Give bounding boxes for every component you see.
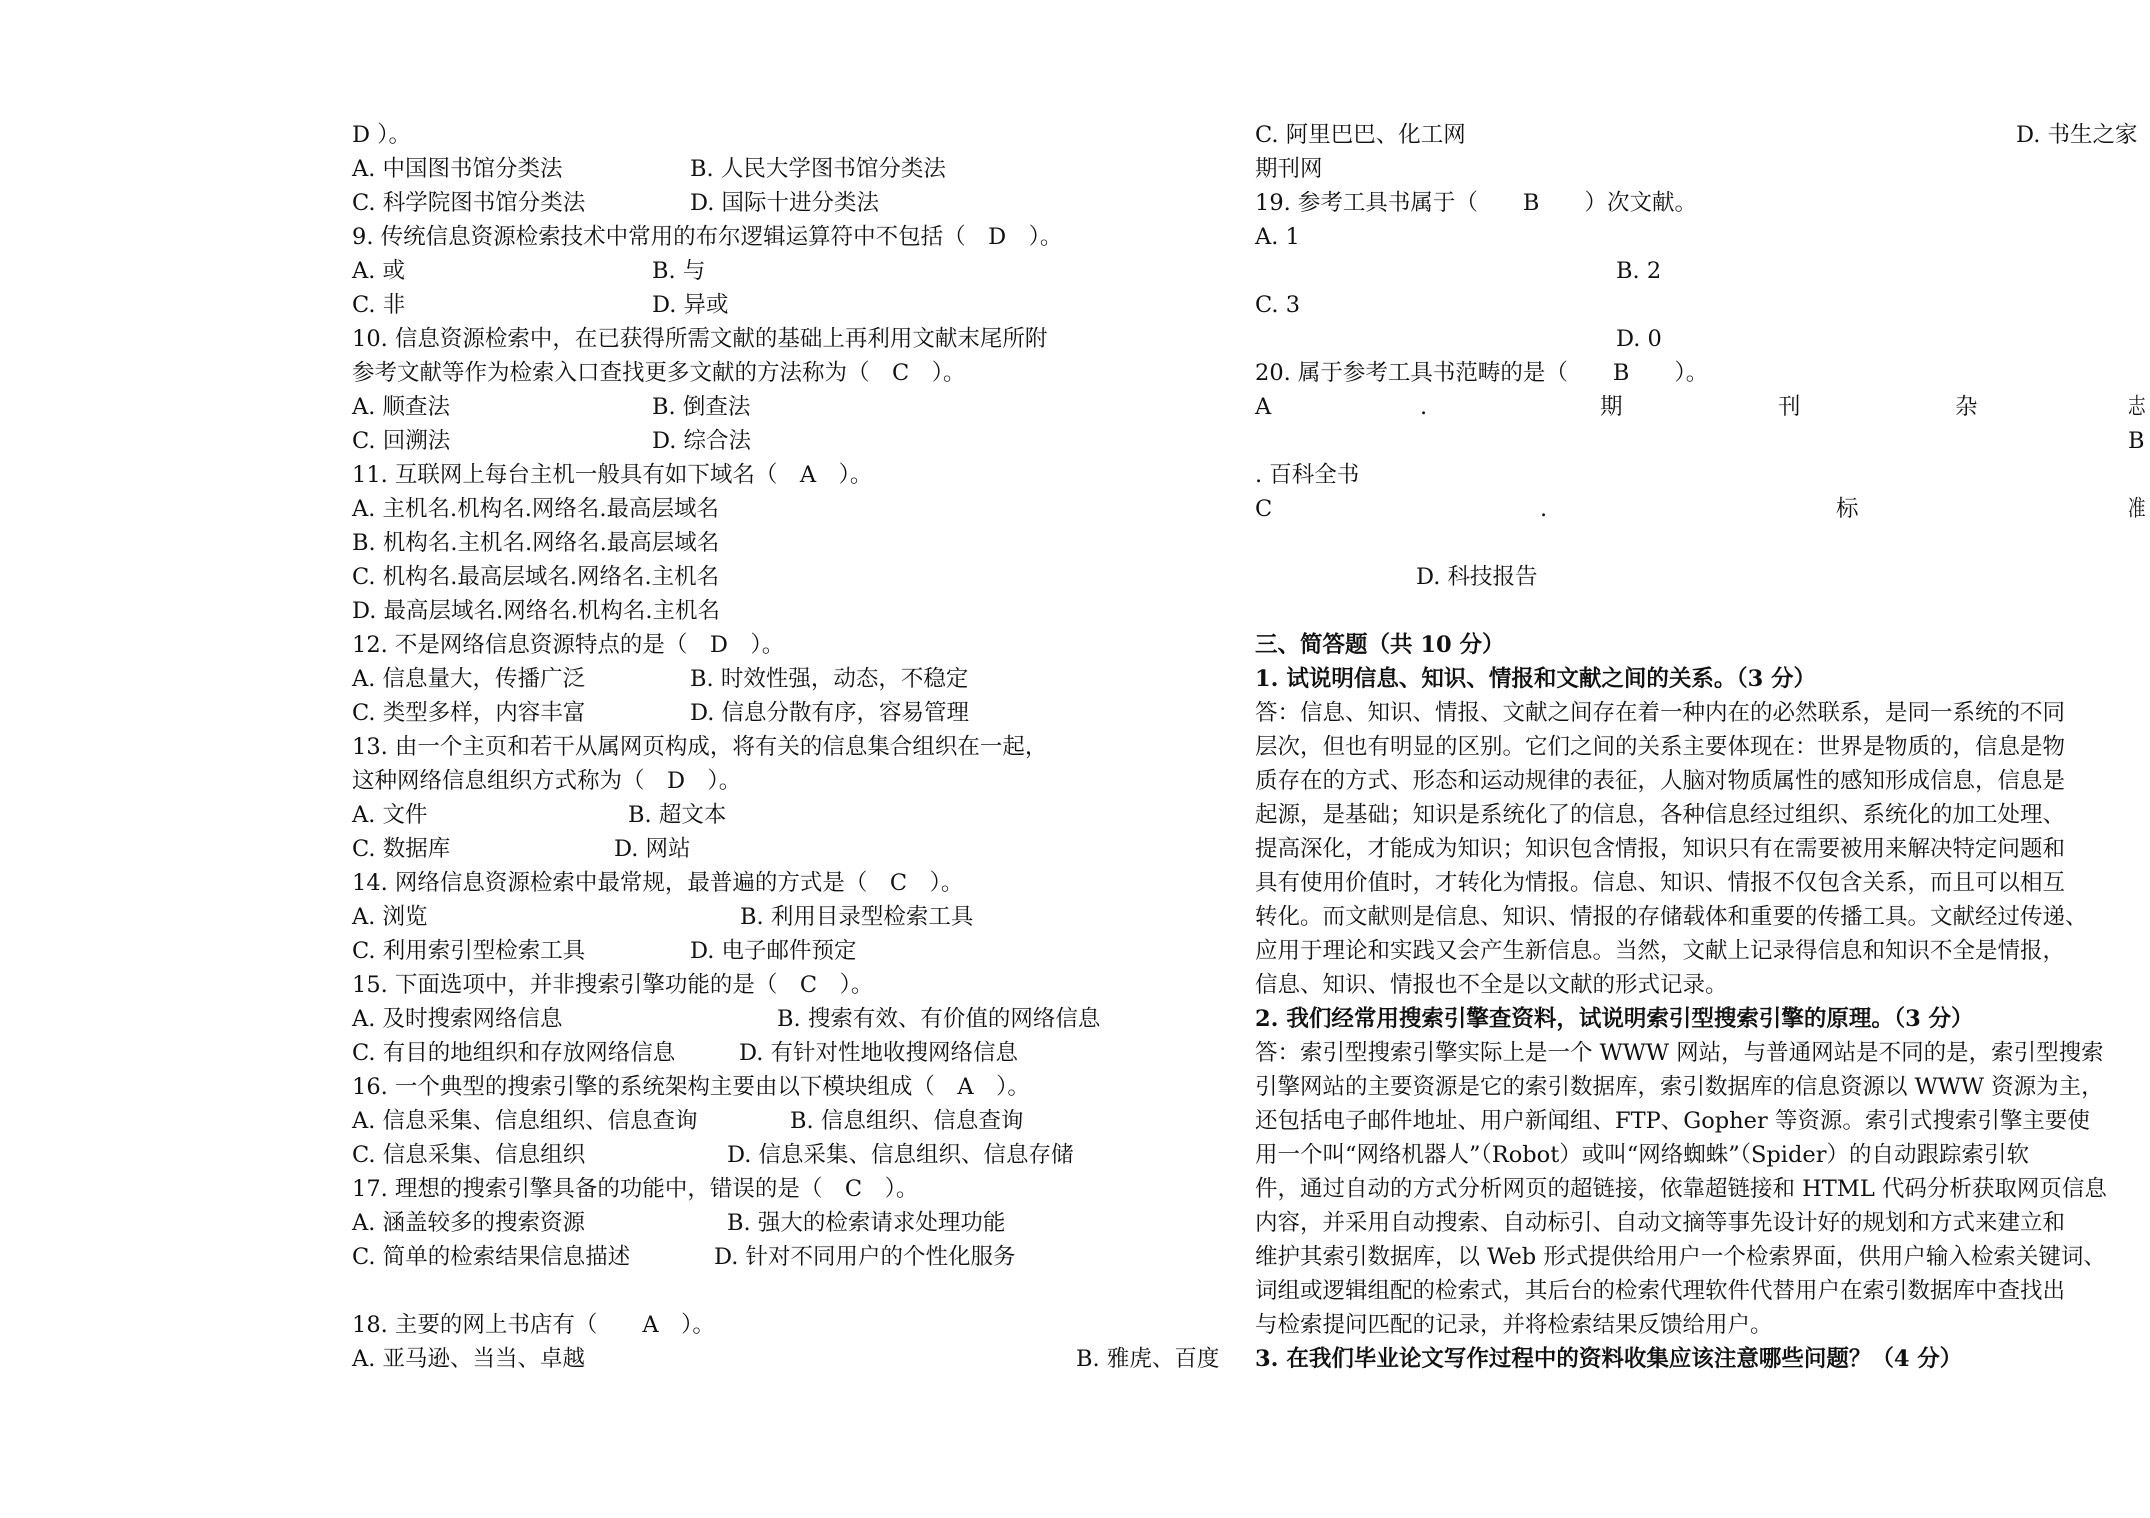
q17-option-a: A. 涵盖较多的搜索资源 (352, 1210, 586, 1236)
q9-option-c: C. 非 (352, 292, 406, 318)
q14-option-d: D. 电子邮件预定 (690, 938, 857, 964)
q19-option-d: D. 0 (1616, 326, 1662, 352)
q18-option-a: A. 亚马逊、当当、卓越 (352, 1346, 586, 1372)
q10-stem-line1: 10. 信息资源检索中，在已获得所需文献的基础上再利用文献末尾所附 (352, 326, 1048, 352)
q12-stem: 12. 不是网络信息资源特点的是（ D ）。 (352, 632, 785, 658)
short-answer-1-line: 信息、知识、情报也不全是以文献的形式记录。 (1255, 972, 1728, 998)
q12-option-b: B. 时效性强，动态，不稳定 (690, 666, 969, 692)
q10-option-a: A. 顺查法 (352, 394, 451, 420)
q11-option-c: C. 机构名.最高层域名.网络名.主机名 (352, 564, 720, 590)
short-answer-2-line: 用一个叫“网络机器人”（Robot）或叫“网络蜘蛛”（Spider）的自动跟踪索引软 (1255, 1142, 2029, 1168)
short-answer-2-line: 与检索提问匹配的记录，并将检索结果反馈给用户。 (1255, 1312, 1773, 1338)
q15-option-d: D. 有针对性地收搜网络信息 (739, 1040, 1019, 1066)
q10-option-d: D. 综合法 (652, 428, 752, 454)
q16-option-b: B. 信息组织、信息查询 (790, 1108, 1024, 1134)
q16-stem: 16. 一个典型的搜索引擎的系统架构主要由以下模块组成（ A ）。 (352, 1074, 1030, 1100)
q14-option-c: C. 利用索引型检索工具 (352, 938, 586, 964)
q17-stem: 17. 理想的搜索引擎具备的功能中，错误的是（ C ）。 (352, 1176, 919, 1202)
q11-option-d: D. 最高层域名.网络名.机构名.主机名 (352, 598, 720, 624)
q8-option-b: B. 人民大学图书馆分类法 (690, 156, 946, 182)
q18-option-c: C. 阿里巴巴、化工网 (1255, 122, 1466, 148)
q18-option-d: D. 书生之家 (2016, 122, 2138, 148)
q18-stem: 18. 主要的网上书店有（ A ）。 (352, 1312, 715, 1338)
short-answer-2-line: 还包括电子邮件地址、用户新闻组、FTP、Gopher 等资源。索引式搜索引擎主要使 (1255, 1108, 2090, 1134)
q10-option-b: B. 倒查法 (652, 394, 751, 420)
q19-stem: 19. 参考工具书属于（ B ）次文献。 (1255, 190, 1697, 216)
short-answer-2-line: 内容，并采用自动搜索、自动标引、自动文摘等事先设计好的规划和方式来建立和 (1255, 1210, 2066, 1236)
q15-option-a: A. 及时搜索网络信息 (352, 1006, 563, 1032)
q20-option-c-char: 标 (1836, 496, 1859, 522)
q8-option-c: C. 科学院图书馆分类法 (352, 190, 586, 216)
short-answer-3-question: 3. 在我们毕业论文写作过程中的资料收集应该注意哪些问题？（4 分） (1255, 1346, 1963, 1372)
q14-stem: 14. 网络信息资源检索中最常规，最普遍的方式是（ C ）。 (352, 870, 964, 896)
short-answer-1-line: 质存在的方式、形态和运动规律的表征，人脑对物质属性的感知形成信息，信息是 (1255, 768, 2066, 794)
short-answer-2-question: 2. 我们经常用搜索引擎查资料，试说明索引型搜索引擎的原理。（3 分） (1255, 1006, 1974, 1032)
q14-option-b: B. 利用目录型检索工具 (740, 904, 974, 930)
q12-option-a: A. 信息量大，传播广泛 (352, 666, 586, 692)
q19-option-a: A. 1 (1255, 224, 1300, 250)
q20-option-a-char: 志 (2128, 394, 2146, 420)
q11-stem: 11. 互联网上每台主机一般具有如下域名（ A ）。 (352, 462, 873, 488)
short-answer-1-line: 答：信息、知识、情报、文献之间存在着一种内在的必然联系，是同一系统的不同 (1255, 700, 2066, 726)
short-answer-1-question: 1. 试说明信息、知识、情报和文献之间的关系。（3 分） (1255, 666, 1817, 692)
q9-option-a: A. 或 (352, 258, 406, 284)
q9-option-b: B. 与 (652, 258, 706, 284)
q18-option-b: B. 雅虎、百度 (1076, 1346, 1220, 1372)
q13-option-c: C. 数据库 (352, 836, 451, 862)
q15-option-c: C. 有目的地组织和存放网络信息 (352, 1040, 676, 1066)
section-3-heading: 三、简答题（共 10 分） (1255, 632, 1505, 658)
q17-option-d: D. 针对不同用户的个性化服务 (714, 1244, 1016, 1270)
short-answer-1-line: 起源，是基础；知识是系统化了的信息，各种信息经过组织、系统化的加工处理、 (1255, 802, 2066, 828)
q13-stem-line2: 这种网络信息组织方式称为（ D ）。 (352, 768, 742, 794)
q10-stem-line2: 参考文献等作为检索入口查找更多文献的方法称为（ C ）。 (352, 360, 966, 386)
q12-option-c: C. 类型多样，内容丰富 (352, 700, 586, 726)
short-answer-1-line: 应用于理论和实践又会产生新信息。当然，文献上记录得信息和知识不全是情报， (1255, 938, 2066, 964)
q20-option-c-char: . (1540, 496, 1548, 522)
q13-stem-line1: 13. 由一个主页和若干从属网页构成，将有关的信息集合组织在一起， (352, 734, 1048, 760)
short-answer-1-line: 转化。而文献则是信息、知识、情报的存储载体和重要的传播工具。文献经过传递、 (1255, 904, 2088, 930)
q17-option-c: C. 简单的检索结果信息描述 (352, 1244, 631, 1270)
q18-option-d-cont: 期刊网 (1255, 156, 1323, 182)
q20-option-c-char: 准 (2128, 496, 2146, 522)
q20-option-b-text: . 百科全书 (1255, 462, 1360, 488)
q11-option-b: B. 机构名.主机名.网络名.最高层域名 (352, 530, 720, 556)
q14-option-a: A. 浏览 (352, 904, 428, 930)
q19-option-c: C. 3 (1255, 292, 1301, 318)
q12-option-d: D. 信息分散有序，容易管理 (690, 700, 970, 726)
short-answer-2-line: 答：索引型搜索引擎实际上是一个 WWW 网站，与普通网站是不同的是，索引型搜索 (1255, 1040, 2104, 1066)
q20-option-a-char: . (1420, 394, 1428, 420)
q9-option-d: D. 异或 (652, 292, 729, 318)
short-answer-2-line: 件，通过自动的方式分析网页的超链接，依靠超链接和 HTML 代码分析获取网页信息 (1255, 1176, 2107, 1202)
q8-option-a: A. 中国图书馆分类法 (352, 156, 563, 182)
q11-option-a: A. 主机名.机构名.网络名.最高层域名 (352, 496, 720, 522)
q16-option-c: C. 信息采集、信息组织 (352, 1142, 586, 1168)
q8-stem-tail: D ）。 (352, 122, 411, 148)
short-answer-2-line: 维护其索引数据库，以 Web 形式提供给用户一个检索界面，供用户输入检索关键词、 (1255, 1244, 2106, 1270)
q8-option-d: D. 国际十进分类法 (690, 190, 880, 216)
q15-stem: 15. 下面选项中，并非搜索引擎功能的是（ C ）。 (352, 972, 874, 998)
q19-option-b: B. 2 (1616, 258, 1662, 284)
q9-stem: 9. 传统信息资源检索技术中常用的布尔逻辑运算符中不包括（ D ）。 (352, 224, 1063, 250)
q17-option-b: B. 强大的检索请求处理功能 (727, 1210, 1006, 1236)
q20-option-b-letter: B (2128, 428, 2145, 454)
q16-option-d: D. 信息采集、信息组织、信息存储 (727, 1142, 1074, 1168)
q20-option-a-char: 杂 (1955, 394, 1978, 420)
short-answer-1-line: 提高深化，才能成为知识；知识包含情报，知识只有在需要被用来解决特定问题和 (1255, 836, 2066, 862)
q16-option-a: A. 信息采集、信息组织、信息查询 (352, 1108, 698, 1134)
short-answer-2-line: 引擎网站的主要资源是它的索引数据库，索引数据库的信息资源以 WWW 资源为主， (1255, 1074, 2104, 1100)
q13-option-d: D. 网站 (614, 836, 691, 862)
q20-option-d: D. 科技报告 (1416, 564, 1538, 590)
short-answer-1-line: 具有使用价值时，才转化为情报。信息、知识、情报不仅包含关系，而且可以相互 (1255, 870, 2066, 896)
short-answer-2-line: 词组或逻辑组配的检索式，其后台的检索代理软件代替用户在索引数据库中查找出 (1255, 1278, 2066, 1304)
q20-stem: 20. 属于参考工具书范畴的是（ B ）。 (1255, 360, 1709, 386)
q13-option-b: B. 超文本 (628, 802, 727, 828)
q13-option-a: A. 文件 (352, 802, 428, 828)
short-answer-1-line: 层次，但也有明显的区别。它们之间的关系主要体现在：世界是物质的，信息是物 (1255, 734, 2066, 760)
q10-option-c: C. 回溯法 (352, 428, 451, 454)
q20-option-a-char: 刊 (1778, 394, 1801, 420)
q20-option-c-char: C (1255, 496, 1273, 522)
q20-option-a-char: A (1255, 394, 1272, 420)
q20-option-a-char: 期 (1600, 394, 1623, 420)
q15-option-b: B. 搜索有效、有价值的网络信息 (777, 1006, 1101, 1032)
